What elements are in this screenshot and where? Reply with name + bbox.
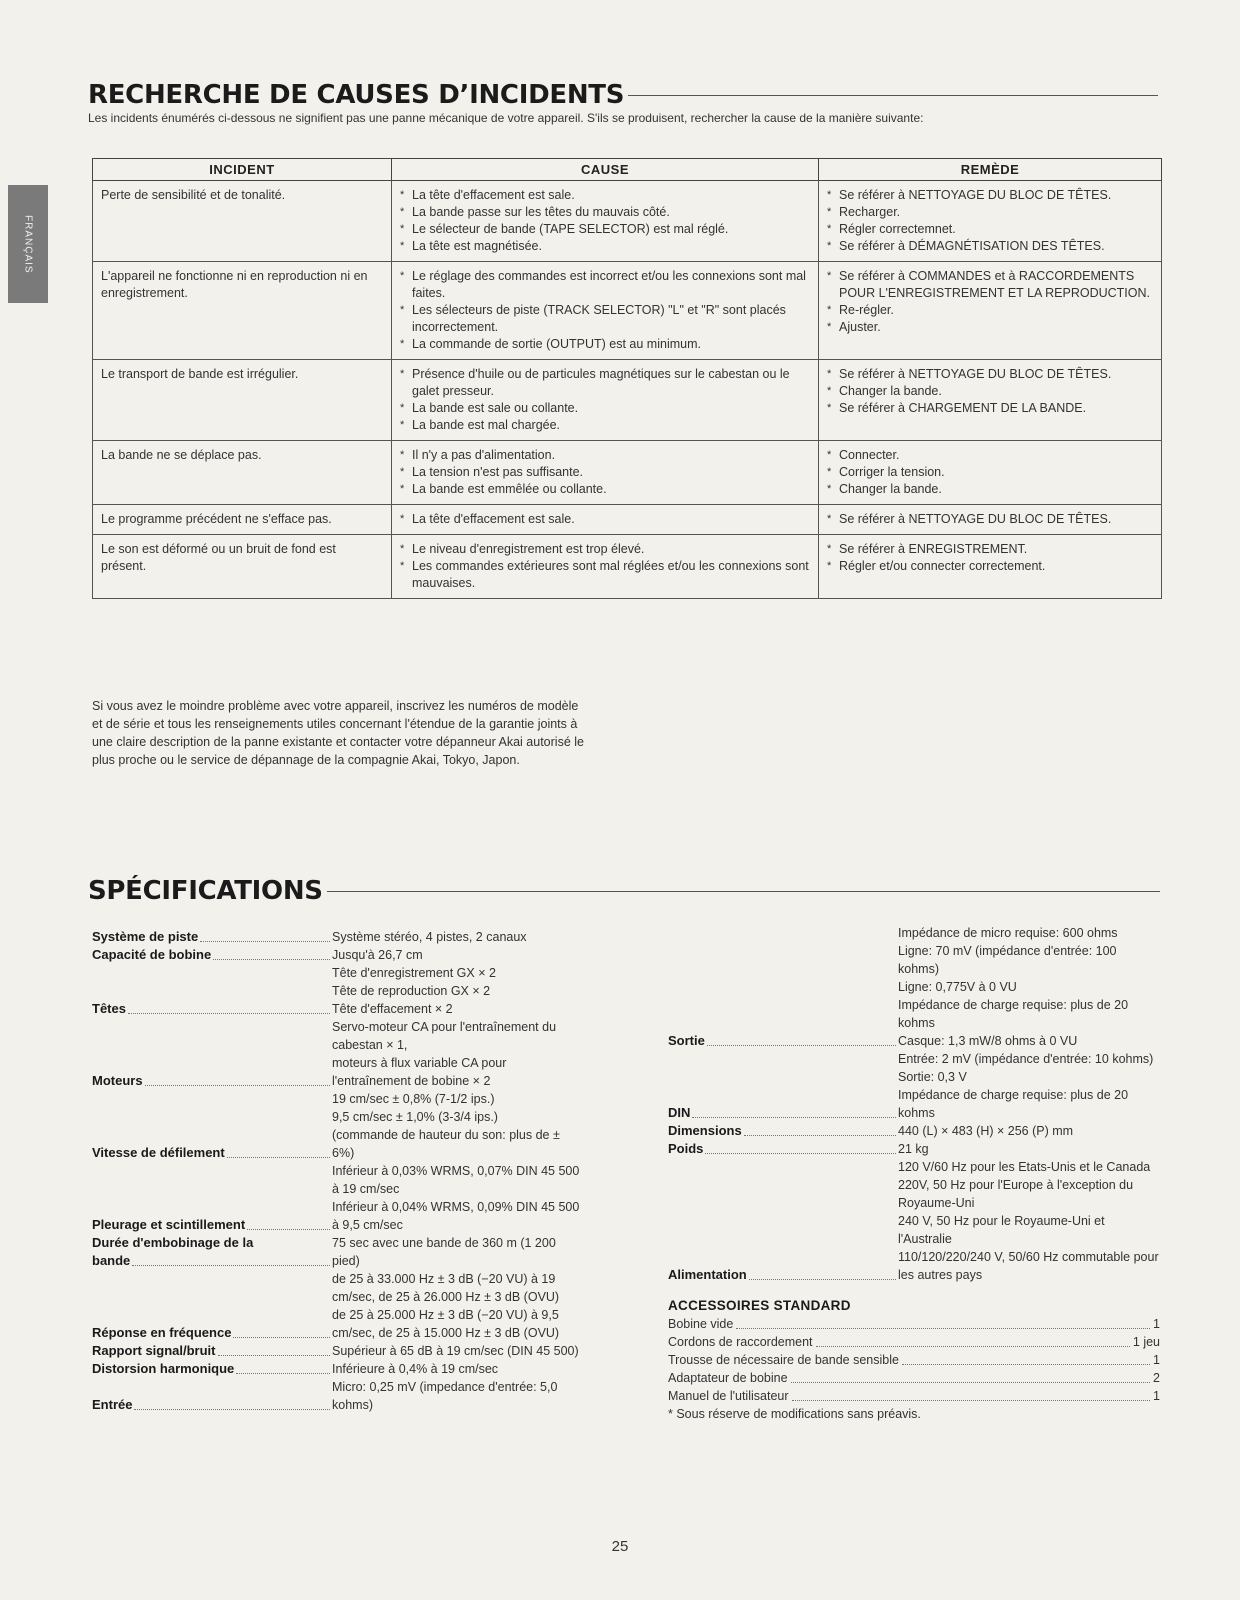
cause-item: * La tête est magnétisée. <box>400 238 810 255</box>
spec-row <box>92 1162 582 1234</box>
accessory-qty: 1 <box>1153 1353 1160 1367</box>
accessory-item <box>668 1369 1160 1387</box>
remedy-item: * Connecter. <box>827 447 1153 464</box>
accessory-name: Bobine vide <box>668 1317 734 1331</box>
spec-label <box>668 1140 898 1158</box>
spec-label-text: Rapport signal/bruit <box>92 1343 216 1358</box>
spec-label-text: Moteurs <box>92 1073 143 1088</box>
spec-row <box>668 1140 1160 1158</box>
dot-leader <box>247 1229 330 1230</box>
footnote: * Sous réserve de modifications sans préavis. <box>668 1407 921 1421</box>
cause-list <box>400 541 810 592</box>
remedy-cell <box>819 360 1162 441</box>
spec-value-line: Inférieur à 0,03% WRMS, 0,07% DIN 45 500 à 19 cm/sec <box>332 1164 580 1196</box>
spec-label-line <box>92 1252 332 1270</box>
cause-item: * Présence d'huile ou de particules magnétiques sur le cabestan ou le galet presseur. <box>400 366 810 400</box>
remedy-item: * Corriger la tension. <box>827 464 1153 481</box>
spec-value-line: Impédance de micro requise: 600 ohms <box>898 926 1118 940</box>
troubleshooting-intro: Les incidents énumérés ci-dessous ne signifient pas une panne mécanique de votre appareil. S'ils se produisent, rechercher la cause de la manière suivante: <box>88 111 924 125</box>
spec-value-line: Supérieur à 65 dB à 19 cm/sec (DIN 45 500) <box>332 1344 579 1358</box>
spec-value <box>332 1234 582 1270</box>
dot-leader <box>218 1355 331 1356</box>
cause-cell <box>392 262 819 360</box>
header-remedy: REMÈDE <box>819 159 1162 181</box>
cause-cell <box>392 505 819 535</box>
spec-value-line: 9,5 cm/sec ± 1,0% (3-3/4 ips.) <box>332 1110 498 1124</box>
spec-value-line: 440 (L) × 483 (H) × 256 (P) mm <box>898 1124 1074 1138</box>
spec-value <box>332 1162 582 1234</box>
spec-label-text: bande <box>92 1253 131 1268</box>
warranty-note: Si vous avez le moindre problème avec votre appareil, inscrivez les numéros de modèle et de série et tous les renseignements utiles concernant l'étendue de la garantie joints à une claire description de la panne existante et contacter votre dépanneur Akai autorisé le plus proche ou le service de dépannage de la compagnie Akai, Tokyo, Japon. <box>92 699 584 767</box>
remedy-cell <box>819 262 1162 360</box>
spec-value <box>332 1342 582 1360</box>
spec-value-line: Impédance de charge requise: plus de 20 kohms <box>898 1088 1129 1120</box>
spec-row <box>668 1158 1160 1284</box>
spec-row <box>92 1234 582 1270</box>
spec-value-line: 220V, 50 Hz pour l'Europe à l'exception du Royaume-Uni <box>898 1178 1134 1210</box>
spec-value-line: Casque: 1,3 mW/8 ohms à 0 VU <box>898 1034 1078 1048</box>
spec-label <box>668 978 898 1050</box>
cause-cell <box>392 535 819 599</box>
table-header-row <box>93 159 1162 181</box>
spec-value-line: 110/120/220/240 V, 50/60 Hz commutable pour les autres pays <box>898 1250 1159 1282</box>
accessory-item <box>668 1333 1160 1351</box>
spec-label-text: Dimensions <box>668 1123 742 1138</box>
remedy-item: * Se référer à CHARGEMENT DE LA BANDE. <box>827 400 1153 417</box>
spec-value <box>332 1090 582 1162</box>
table-row <box>93 535 1162 599</box>
table-row <box>93 441 1162 505</box>
remedy-item: * Changer la bande. <box>827 481 1153 498</box>
spec-value-line: Impédance de charge requise: plus de 20 kohms <box>898 998 1129 1030</box>
incident-cell: Perte de sensibilité et de tonalité. <box>93 181 392 262</box>
specs-right-column <box>668 924 1160 1423</box>
spec-label-text: Capacité de bobine <box>92 947 212 962</box>
table-row <box>93 505 1162 535</box>
spec-value <box>332 1018 582 1090</box>
spec-row <box>92 1090 582 1162</box>
troubleshooting-title-row <box>88 80 1158 110</box>
spec-value <box>332 964 582 1018</box>
cause-item: * La bande passe sur les têtes du mauvais côté. <box>400 204 810 221</box>
spec-row <box>668 924 1160 978</box>
spec-label <box>92 1234 332 1270</box>
accessory-name: Trousse de nécessaire de bande sensible <box>668 1353 899 1367</box>
incident-cell: L'appareil ne fonctionne ni en reproduction ni en enregistrement. <box>93 262 392 360</box>
dot-leader <box>200 941 330 942</box>
remedy-item: * Se référer à NETTOYAGE DU BLOC DE TÊTES. <box>827 187 1153 204</box>
spec-value <box>898 1122 1160 1140</box>
spec-label <box>92 946 332 964</box>
spec-value-line: Tête d'effacement × 2 <box>332 1002 453 1016</box>
dot-leader <box>744 1135 896 1136</box>
title-rule <box>628 95 1158 96</box>
cause-list <box>400 511 810 528</box>
remedy-list <box>827 366 1153 417</box>
table-row <box>93 262 1162 360</box>
remedy-list <box>827 447 1153 498</box>
spec-label-text: Distorsion harmonique <box>92 1361 235 1376</box>
spec-label-text: Poids <box>668 1141 704 1156</box>
spec-row <box>92 1270 582 1342</box>
spec-value-line: Ligne: 0,775V à 0 VU <box>898 980 1017 994</box>
spec-value <box>898 1050 1160 1122</box>
page-number: 25 <box>611 1538 629 1555</box>
dot-leader <box>705 1153 896 1154</box>
incident-cell: La bande ne se déplace pas. <box>93 441 392 505</box>
spec-label <box>92 1270 332 1342</box>
spec-label <box>92 1090 332 1162</box>
header-incident: INCIDENT <box>93 159 392 181</box>
spec-value <box>332 1378 582 1414</box>
spec-row <box>92 1378 582 1414</box>
troubleshooting-title: RECHERCHE DE CAUSES D’INCIDENTS <box>88 80 625 110</box>
accessories-list <box>668 1315 1160 1405</box>
cause-item: * Il n'y a pas d'alimentation. <box>400 447 810 464</box>
accessory-name: Manuel de l'utilisateur <box>668 1389 789 1403</box>
remedy-item: * Régler correctemnet. <box>827 221 1153 238</box>
language-tab-label: FRANÇAIS <box>22 214 34 274</box>
spec-value-line: Tête d'enregistrement GX × 2 <box>332 966 496 980</box>
spec-row <box>92 928 582 946</box>
spec-row <box>668 1050 1160 1122</box>
spec-value-line: Entrée: 2 mV (impédance d'entrée: 10 kohms) <box>898 1052 1154 1066</box>
cause-list <box>400 187 810 255</box>
remedy-item: * Se référer à NETTOYAGE DU BLOC DE TÊTES. <box>827 511 1153 528</box>
dot-leader <box>791 1382 1151 1383</box>
spec-label <box>92 1360 332 1378</box>
dot-leader <box>233 1337 330 1338</box>
spec-row <box>668 1122 1160 1140</box>
dot-leader <box>736 1328 1150 1329</box>
spec-label-text: Entrée <box>92 1397 133 1412</box>
cause-item: * Le réglage des commandes est incorrect et/ou les connexions sont mal faites. <box>400 268 810 302</box>
spec-row <box>92 1360 582 1378</box>
accessory-qty: 1 <box>1153 1389 1160 1403</box>
troubleshooting-table <box>92 158 1162 599</box>
dot-leader <box>132 1265 330 1266</box>
spec-value <box>898 1158 1160 1284</box>
remedy-item: * Re-régler. <box>827 302 1153 319</box>
spec-label-text: Sortie <box>668 1033 705 1048</box>
incident-cell: Le son est déformé ou un bruit de fond est présent. <box>93 535 392 599</box>
spec-value-line: 75 sec avec une bande de 360 m (1 200 pied) <box>332 1236 556 1268</box>
cause-list <box>400 268 810 353</box>
spec-value-line: Tête de reproduction GX × 2 <box>332 984 491 998</box>
spec-value-line: 120 V/60 Hz pour les Etats-Unis et le Canada <box>898 1160 1151 1174</box>
remedy-item: * Se référer à ENREGISTREMENT. <box>827 541 1153 558</box>
title-rule <box>327 891 1160 892</box>
spec-value-line: Jusqu'à 26,7 cm <box>332 948 423 962</box>
remedy-cell <box>819 535 1162 599</box>
cause-cell <box>392 181 819 262</box>
spec-value-line: Micro: 0,25 mV (impedance d'entrée: 5,0 kohms) <box>332 1380 558 1412</box>
cause-item: * La bande est emmêlée ou collante. <box>400 481 810 498</box>
spec-value-line: Servo-moteur CA pour l'entraînement du cabestan × 1, <box>332 1020 557 1052</box>
spec-label <box>668 1050 898 1122</box>
remedy-list <box>827 511 1153 528</box>
spec-value <box>898 1140 1160 1158</box>
remedy-item: * Ajuster. <box>827 319 1153 336</box>
table-row <box>93 360 1162 441</box>
accessory-item <box>668 1387 1160 1405</box>
accessory-item <box>668 1315 1160 1333</box>
accessory-name: Adaptateur de bobine <box>668 1371 788 1385</box>
dot-leader <box>213 959 330 960</box>
spec-label <box>92 964 332 1018</box>
accessory-qty: 1 jeu <box>1132 1335 1160 1349</box>
remedy-list <box>827 541 1153 575</box>
specs-left-column <box>92 928 582 1414</box>
cause-item: * Le sélecteur de bande (TAPE SELECTOR) est mal réglé. <box>400 221 810 238</box>
remedy-item: * Régler et/ou connecter correctement. <box>827 558 1153 575</box>
spec-value <box>898 924 1160 978</box>
accessory-qty: 1 <box>1153 1317 1160 1331</box>
cause-item: * La commande de sortie (OUTPUT) est au minimum. <box>400 336 810 353</box>
accessory-qty: 2 <box>1153 1371 1160 1385</box>
spec-value-line: Ligne: 70 mV (impédance d'entrée: 100 kohms) <box>898 944 1117 976</box>
spec-value <box>332 928 582 946</box>
spec-label <box>92 1018 332 1090</box>
spec-value <box>332 1360 582 1378</box>
spec-value-line: de 25 à 25.000 Hz ± 3 dB (−20 VU) à 9,5 cm/sec, de 25 à 15.000 Hz ± 3 dB (OVU) <box>332 1308 560 1340</box>
spec-label <box>92 1162 332 1234</box>
remedy-list <box>827 187 1153 255</box>
spec-row <box>92 1018 582 1090</box>
spec-value-line: de 25 à 33.000 Hz ± 3 dB (−20 VU) à 19 cm/sec, de 25 à 26.000 Hz ± 3 dB (OVU) <box>332 1272 560 1304</box>
spec-value <box>332 1270 582 1342</box>
remedy-list <box>827 268 1153 336</box>
dot-leader <box>145 1085 330 1086</box>
spec-row <box>92 1342 582 1360</box>
cause-list <box>400 366 810 434</box>
spec-value-line: Sortie: 0,3 V <box>898 1070 967 1084</box>
specifications-title-row <box>88 876 1160 906</box>
spec-value-line: 240 V, 50 Hz pour le Royaume-Uni et l'Australie <box>898 1214 1105 1246</box>
dot-leader <box>692 1117 896 1118</box>
table-row <box>93 181 1162 262</box>
cause-list <box>400 447 810 498</box>
cause-item: * Le niveau d'enregistrement est trop élevé. <box>400 541 810 558</box>
spec-label <box>668 1122 898 1140</box>
cause-item: * La tension n'est pas suffisante. <box>400 464 810 481</box>
dot-leader <box>902 1364 1150 1365</box>
spec-label-text: Système de piste <box>92 929 199 944</box>
accessory-item <box>668 1351 1160 1369</box>
remedy-item: * Se référer à NETTOYAGE DU BLOC DE TÊTES. <box>827 366 1153 383</box>
spec-label <box>668 924 898 978</box>
spec-label <box>668 1158 898 1284</box>
dot-leader <box>227 1157 330 1158</box>
remedy-item: * Changer la bande. <box>827 383 1153 400</box>
language-tab <box>8 185 48 303</box>
spec-row <box>92 964 582 1018</box>
spec-label <box>92 1342 332 1360</box>
troubleshooting-rows <box>93 181 1162 599</box>
remedy-item: * Recharger. <box>827 204 1153 221</box>
header-cause: CAUSE <box>392 159 819 181</box>
spec-row <box>668 978 1160 1050</box>
dot-leader <box>749 1279 896 1280</box>
dot-leader <box>128 1013 330 1014</box>
cause-item: * La bande est mal chargée. <box>400 417 810 434</box>
remedy-cell <box>819 505 1162 535</box>
spec-label-text: DIN <box>668 1105 691 1120</box>
spec-label-text: Têtes <box>92 1001 126 1016</box>
cause-item: * La tête d'effacement est sale. <box>400 511 810 528</box>
spec-value-line: Système stéréo, 4 pistes, 2 canaux <box>332 930 527 944</box>
spec-label-top: Durée d'embobinage de la <box>92 1235 254 1250</box>
remedy-item: * Se référer à DÉMAGNÉTISATION DES TÊTES. <box>827 238 1153 255</box>
remedy-cell <box>819 441 1162 505</box>
remedy-cell <box>819 181 1162 262</box>
spec-value-line: Inférieur à 0,04% WRMS, 0,09% DIN 45 500 à 9,5 cm/sec <box>332 1200 580 1232</box>
cause-item: * La bande est sale ou collante. <box>400 400 810 417</box>
spec-value-line: 19 cm/sec ± 0,8% (7-1/2 ips.) <box>332 1092 495 1106</box>
cause-cell <box>392 441 819 505</box>
dot-leader <box>792 1400 1151 1401</box>
spec-value-line: (commande de hauteur du son: plus de ± 6%) <box>332 1128 560 1160</box>
spec-value-line: 21 kg <box>898 1142 929 1156</box>
cause-item: * Les sélecteurs de piste (TRACK SELECTOR) "L" et "R" sont placés incorrectement. <box>400 302 810 336</box>
spec-label-text: Réponse en fréquence <box>92 1325 232 1340</box>
spec-row <box>92 946 582 964</box>
dot-leader <box>134 1409 330 1410</box>
dot-leader <box>236 1373 330 1374</box>
spec-label-text: Alimentation <box>668 1267 747 1282</box>
spec-value <box>898 978 1160 1050</box>
cause-item: * La tête d'effacement est sale. <box>400 187 810 204</box>
cause-cell <box>392 360 819 441</box>
spec-label <box>92 1378 332 1414</box>
incident-cell: Le programme précédent ne s'efface pas. <box>93 505 392 535</box>
dot-leader <box>707 1045 896 1046</box>
dot-leader <box>816 1346 1130 1347</box>
spec-label <box>92 928 332 946</box>
incident-cell: Le transport de bande est irrégulier. <box>93 360 392 441</box>
remedy-item: * Se référer à COMMANDES et à RACCORDEMENTS POUR L'ENREGISTREMENT ET LA REPRODUCTION. <box>827 268 1153 302</box>
spec-value-line: Inférieure à 0,4% à 19 cm/sec <box>332 1362 499 1376</box>
spec-label-text: Pleurage et scintillement <box>92 1217 246 1232</box>
accessories-title: ACCESSOIRES STANDARD <box>668 1298 851 1313</box>
spec-label-text: Vitesse de défilement <box>92 1145 225 1160</box>
specifications-title: SPÉCIFICATIONS <box>88 876 323 906</box>
spec-value-line: moteurs à flux variable CA pour l'entraînement de bobine × 2 <box>332 1056 507 1088</box>
accessory-name: Cordons de raccordement <box>668 1335 813 1349</box>
cause-item: * Les commandes extérieures sont mal réglées et/ou les connexions sont mauvaises. <box>400 558 810 592</box>
spec-value <box>332 946 582 964</box>
